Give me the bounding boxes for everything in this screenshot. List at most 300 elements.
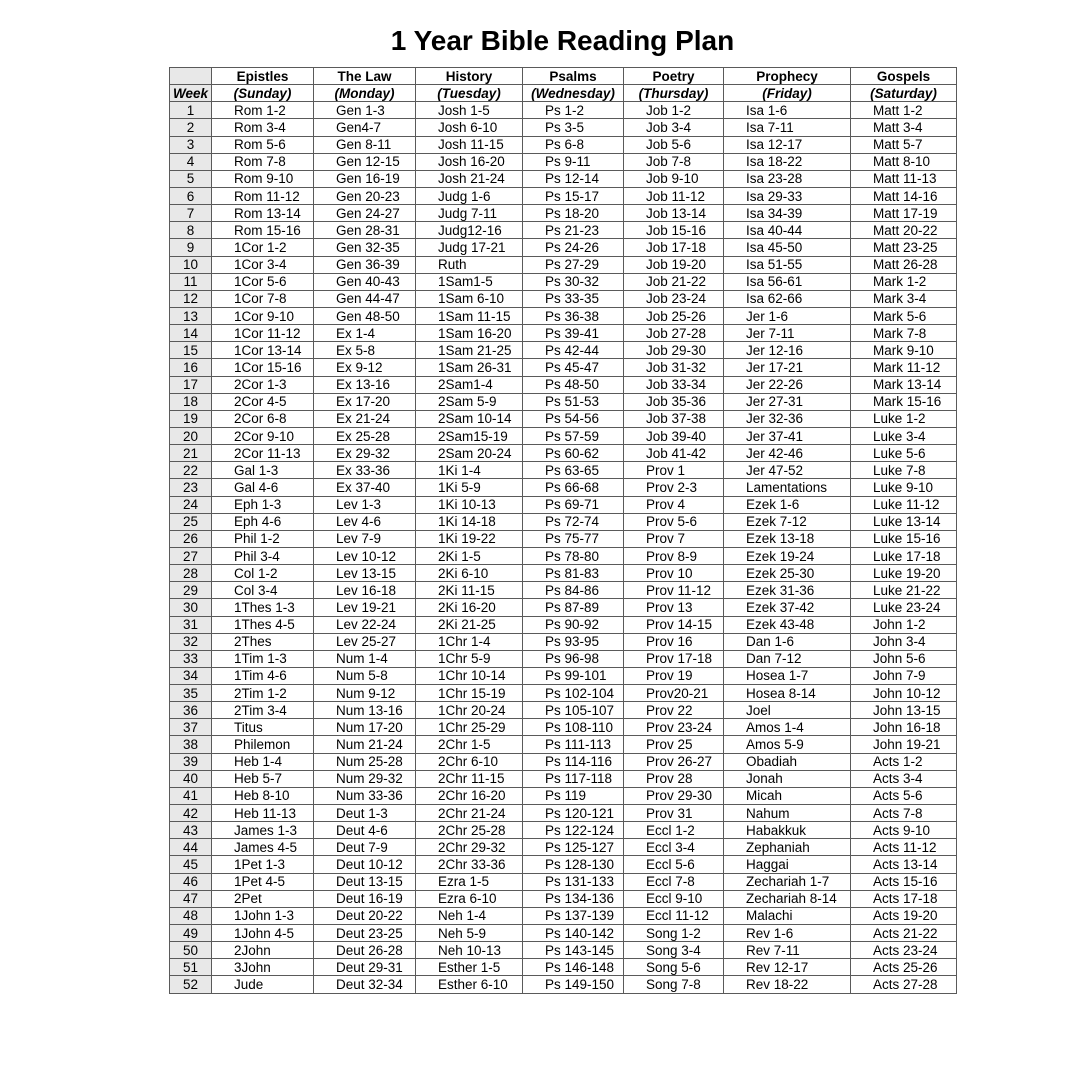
reading-cell: Ps 119 (523, 787, 624, 804)
week-number: 13 (170, 307, 212, 324)
reading-cell: Ex 1-4 (314, 325, 416, 342)
reading-cell: 2Tim 3-4 (212, 702, 314, 719)
week-number: 4 (170, 153, 212, 170)
table-row (170, 136, 957, 153)
week-header: Week (170, 85, 212, 102)
reading-cell: Job 31-32 (624, 359, 724, 376)
reading-cell: Luke 23-24 (851, 599, 957, 616)
reading-cell: Obadiah (724, 753, 851, 770)
reading-cell: Ps 96-98 (523, 650, 624, 667)
reading-cell: 1Pet 1-3 (212, 856, 314, 873)
reading-cell: Mark 5-6 (851, 307, 957, 324)
table-row (170, 925, 957, 942)
reading-cell: Acts 13-14 (851, 856, 957, 873)
table-row (170, 170, 957, 187)
day-header: (Sunday) (212, 85, 314, 102)
reading-cell: Ps 21-23 (523, 222, 624, 239)
reading-cell: Ex 5-8 (314, 342, 416, 359)
reading-cell: 1Ki 1-4 (416, 462, 523, 479)
page-title: 1 Year Bible Reading Plan (390, 25, 735, 56)
reading-cell: John 7-9 (851, 667, 957, 684)
table-row (170, 273, 957, 290)
reading-cell: Deut 13-15 (314, 873, 416, 890)
reading-cell: Gen 40-43 (314, 273, 416, 290)
reading-cell: Prov 7 (624, 530, 724, 547)
reading-cell: Ps 87-89 (523, 599, 624, 616)
reading-cell: 2Chr 21-24 (416, 805, 523, 822)
table-row (170, 959, 957, 976)
reading-cell: John 10-12 (851, 685, 957, 702)
reading-cell: 2Sam15-19 (416, 427, 523, 444)
day-header: (Wednesday) (523, 85, 624, 102)
reading-cell: Heb 8-10 (212, 787, 314, 804)
reading-cell: Ps 134-136 (523, 890, 624, 907)
reading-cell: Mark 13-14 (851, 376, 957, 393)
reading-cell: Ps 131-133 (523, 873, 624, 890)
reading-cell: Col 3-4 (212, 582, 314, 599)
reading-cell: Titus (212, 719, 314, 736)
reading-cell: Gen 1-3 (314, 102, 416, 119)
reading-cell: Jer 17-21 (724, 359, 851, 376)
reading-cell: Malachi (724, 907, 851, 924)
reading-cell: Job 39-40 (624, 427, 724, 444)
reading-cell: 2Sam1-4 (416, 376, 523, 393)
reading-cell: Luke 19-20 (851, 565, 957, 582)
reading-cell: 1Cor 3-4 (212, 256, 314, 273)
reading-cell: Jude (212, 976, 314, 993)
week-number: 41 (170, 787, 212, 804)
reading-cell: Num 5-8 (314, 667, 416, 684)
week-number: 28 (170, 565, 212, 582)
week-number: 48 (170, 907, 212, 924)
table-row (170, 599, 957, 616)
column-header: History (416, 68, 523, 85)
reading-cell: Num 13-16 (314, 702, 416, 719)
reading-cell: Jer 42-46 (724, 445, 851, 462)
reading-cell: Song 1-2 (624, 925, 724, 942)
reading-cell: Acts 7-8 (851, 805, 957, 822)
table-row (170, 342, 957, 359)
reading-cell: Ps 84-86 (523, 582, 624, 599)
reading-cell: Prov 17-18 (624, 650, 724, 667)
reading-cell: Acts 23-24 (851, 942, 957, 959)
reading-cell: Rom 9-10 (212, 170, 314, 187)
reading-cell: Rom 11-12 (212, 187, 314, 204)
reading-cell: Ps 146-148 (523, 959, 624, 976)
reading-cell: 1Sam 16-20 (416, 325, 523, 342)
reading-cell: Rev 1-6 (724, 925, 851, 942)
table-row (170, 719, 957, 736)
table-row (170, 702, 957, 719)
reading-cell: Ps 57-59 (523, 427, 624, 444)
reading-cell: 2Ki 11-15 (416, 582, 523, 599)
table-row (170, 873, 957, 890)
reading-cell: James 1-3 (212, 822, 314, 839)
reading-cell: 2Ki 21-25 (416, 616, 523, 633)
column-header: Gospels (851, 68, 957, 85)
reading-cell: Deut 10-12 (314, 856, 416, 873)
reading-cell: Ex 33-36 (314, 462, 416, 479)
header-corner (170, 68, 212, 85)
week-number: 2 (170, 119, 212, 136)
reading-cell: Acts 1-2 (851, 753, 957, 770)
reading-cell: Deut 20-22 (314, 907, 416, 924)
table-row (170, 427, 957, 444)
reading-cell: Job 3-4 (624, 119, 724, 136)
reading-cell: Prov 29-30 (624, 787, 724, 804)
week-number: 8 (170, 222, 212, 239)
reading-cell: Ps 9-11 (523, 153, 624, 170)
reading-cell: Prov 23-24 (624, 719, 724, 736)
week-number: 40 (170, 770, 212, 787)
reading-cell: Judg 7-11 (416, 205, 523, 222)
reading-cell: Ex 29-32 (314, 445, 416, 462)
reading-cell: Phil 3-4 (212, 547, 314, 564)
table-row (170, 907, 957, 924)
reading-cell: Gen 28-31 (314, 222, 416, 239)
reading-cell: Lev 1-3 (314, 496, 416, 513)
reading-cell: Isa 56-61 (724, 273, 851, 290)
reading-cell: Ps 137-139 (523, 907, 624, 924)
reading-cell: 1Ki 14-18 (416, 513, 523, 530)
table-row (170, 393, 957, 410)
reading-cell: Job 29-30 (624, 342, 724, 359)
reading-cell: Amos 1-4 (724, 719, 851, 736)
reading-cell: Ps 60-62 (523, 445, 624, 462)
week-number: 38 (170, 736, 212, 753)
reading-cell: Rom 13-14 (212, 205, 314, 222)
reading-cell: 1Ki 19-22 (416, 530, 523, 547)
reading-cell: Acts 17-18 (851, 890, 957, 907)
reading-cell: 2Cor 1-3 (212, 376, 314, 393)
reading-cell: Prov 22 (624, 702, 724, 719)
reading-plan-table (169, 67, 957, 994)
reading-cell: Dan 1-6 (724, 633, 851, 650)
week-number: 6 (170, 187, 212, 204)
reading-cell: 2John (212, 942, 314, 959)
reading-cell: 2Chr 29-32 (416, 839, 523, 856)
reading-cell: John 5-6 (851, 650, 957, 667)
reading-cell: Jer 47-52 (724, 462, 851, 479)
table-row (170, 325, 957, 342)
reading-cell: 2Chr 11-15 (416, 770, 523, 787)
table-row (170, 359, 957, 376)
header-row-categories (170, 68, 957, 85)
reading-cell: Haggai (724, 856, 851, 873)
reading-cell: Luke 3-4 (851, 427, 957, 444)
reading-cell: Eccl 5-6 (624, 856, 724, 873)
reading-cell: Song 7-8 (624, 976, 724, 993)
reading-cell: Isa 23-28 (724, 170, 851, 187)
reading-cell: Ex 37-40 (314, 479, 416, 496)
reading-cell: Ps 1-2 (523, 102, 624, 119)
reading-cell: Gal 4-6 (212, 479, 314, 496)
reading-cell: Gal 1-3 (212, 462, 314, 479)
reading-cell: Acts 15-16 (851, 873, 957, 890)
reading-cell: Job 21-22 (624, 273, 724, 290)
reading-cell: 2Chr 1-5 (416, 736, 523, 753)
reading-cell: Eccl 9-10 (624, 890, 724, 907)
table-row (170, 547, 957, 564)
reading-cell: Matt 20-22 (851, 222, 957, 239)
reading-cell: Matt 1-2 (851, 102, 957, 119)
reading-cell: Ezek 13-18 (724, 530, 851, 547)
reading-cell: Luke 5-6 (851, 445, 957, 462)
day-header: (Tuesday) (416, 85, 523, 102)
reading-cell: 2Ki 16-20 (416, 599, 523, 616)
reading-cell: 2Cor 9-10 (212, 427, 314, 444)
week-number: 46 (170, 873, 212, 890)
reading-cell: Job 7-8 (624, 153, 724, 170)
week-number: 42 (170, 805, 212, 822)
reading-cell: Job 15-16 (624, 222, 724, 239)
reading-cell: Ps 111-113 (523, 736, 624, 753)
reading-cell: Prov 1 (624, 462, 724, 479)
reading-cell: Josh 21-24 (416, 170, 523, 187)
reading-cell: Num 21-24 (314, 736, 416, 753)
week-number: 26 (170, 530, 212, 547)
week-number: 32 (170, 633, 212, 650)
reading-cell: Luke 9-10 (851, 479, 957, 496)
reading-cell: Ps 6-8 (523, 136, 624, 153)
reading-cell: 1Ki 5-9 (416, 479, 523, 496)
table-row (170, 290, 957, 307)
reading-cell: Ex 25-28 (314, 427, 416, 444)
reading-cell: Ps 54-56 (523, 410, 624, 427)
reading-cell: Ezek 37-42 (724, 599, 851, 616)
reading-cell: Num 17-20 (314, 719, 416, 736)
reading-cell: 2Ki 6-10 (416, 565, 523, 582)
week-number: 1 (170, 102, 212, 119)
reading-cell: 1Cor 7-8 (212, 290, 314, 307)
reading-cell: Josh 6-10 (416, 119, 523, 136)
reading-cell: Ps 27-29 (523, 256, 624, 273)
reading-cell: Job 17-18 (624, 239, 724, 256)
reading-cell: 1John 1-3 (212, 907, 314, 924)
reading-cell: Song 5-6 (624, 959, 724, 976)
reading-cell: Ps 75-77 (523, 530, 624, 547)
reading-cell: Num 9-12 (314, 685, 416, 702)
table-row (170, 890, 957, 907)
week-number: 17 (170, 376, 212, 393)
table-row (170, 736, 957, 753)
reading-cell: Heb 1-4 (212, 753, 314, 770)
week-number: 19 (170, 410, 212, 427)
reading-cell: 1Thes 1-3 (212, 599, 314, 616)
reading-cell: Rev 12-17 (724, 959, 851, 976)
reading-cell: Num 1-4 (314, 650, 416, 667)
column-header: Epistles (212, 68, 314, 85)
reading-cell: Num 25-28 (314, 753, 416, 770)
reading-cell: Luke 13-14 (851, 513, 957, 530)
reading-cell: Luke 11-12 (851, 496, 957, 513)
table-row (170, 410, 957, 427)
reading-cell: Acts 11-12 (851, 839, 957, 856)
reading-cell: John 3-4 (851, 633, 957, 650)
reading-cell: Josh 11-15 (416, 136, 523, 153)
reading-cell: Ezra 6-10 (416, 890, 523, 907)
week-number: 27 (170, 547, 212, 564)
reading-cell: Job 9-10 (624, 170, 724, 187)
week-number: 22 (170, 462, 212, 479)
reading-cell: Ex 17-20 (314, 393, 416, 410)
reading-cell: Ps 81-83 (523, 565, 624, 582)
reading-cell: James 4-5 (212, 839, 314, 856)
reading-cell: Jer 37-41 (724, 427, 851, 444)
reading-cell: 1Chr 5-9 (416, 650, 523, 667)
reading-cell: Heb 5-7 (212, 770, 314, 787)
week-number: 11 (170, 273, 212, 290)
reading-cell: Ps 51-53 (523, 393, 624, 410)
reading-cell: Job 41-42 (624, 445, 724, 462)
reading-cell: Isa 12-17 (724, 136, 851, 153)
week-number: 25 (170, 513, 212, 530)
reading-cell: Prov 16 (624, 633, 724, 650)
reading-cell: Num 29-32 (314, 770, 416, 787)
column-header: Psalms (523, 68, 624, 85)
reading-cell: Ps 69-71 (523, 496, 624, 513)
reading-cell: Mark 11-12 (851, 359, 957, 376)
table-row (170, 822, 957, 839)
reading-cell: Ps 102-104 (523, 685, 624, 702)
reading-cell: Job 23-24 (624, 290, 724, 307)
reading-cell: Gen4-7 (314, 119, 416, 136)
reading-cell: Ps 48-50 (523, 376, 624, 393)
reading-cell: Isa 45-50 (724, 239, 851, 256)
table-row (170, 805, 957, 822)
table-row (170, 239, 957, 256)
reading-cell: Ps 99-101 (523, 667, 624, 684)
reading-cell: Micah (724, 787, 851, 804)
reading-cell: Zechariah 8-14 (724, 890, 851, 907)
reading-cell: 3John (212, 959, 314, 976)
table-row (170, 222, 957, 239)
week-number: 15 (170, 342, 212, 359)
reading-cell: Zephaniah (724, 839, 851, 856)
reading-cell: 1Chr 10-14 (416, 667, 523, 684)
reading-cell: Prov 28 (624, 770, 724, 787)
reading-cell: Ezek 43-48 (724, 616, 851, 633)
reading-cell: Rom 15-16 (212, 222, 314, 239)
reading-cell: Ps 15-17 (523, 187, 624, 204)
reading-cell: Mark 15-16 (851, 393, 957, 410)
reading-cell: Jer 1-6 (724, 307, 851, 324)
reading-cell: Isa 62-66 (724, 290, 851, 307)
reading-cell: Zechariah 1-7 (724, 873, 851, 890)
week-number: 16 (170, 359, 212, 376)
week-number: 36 (170, 702, 212, 719)
reading-cell: Lev 7-9 (314, 530, 416, 547)
reading-cell: Luke 21-22 (851, 582, 957, 599)
reading-cell: Matt 5-7 (851, 136, 957, 153)
table-row (170, 376, 957, 393)
table-row (170, 650, 957, 667)
table-row (170, 976, 957, 993)
reading-cell: 1Cor 5-6 (212, 273, 314, 290)
reading-cell: 1Sam 26-31 (416, 359, 523, 376)
reading-cell: Gen 20-23 (314, 187, 416, 204)
reading-cell: 2Cor 6-8 (212, 410, 314, 427)
reading-cell: Ps 63-65 (523, 462, 624, 479)
week-number: 21 (170, 445, 212, 462)
week-number: 50 (170, 942, 212, 959)
reading-cell: Dan 7-12 (724, 650, 851, 667)
reading-cell: Judg12-16 (416, 222, 523, 239)
reading-cell: Ps 24-26 (523, 239, 624, 256)
column-header: Poetry (624, 68, 724, 85)
week-number: 9 (170, 239, 212, 256)
reading-cell: 2Chr 6-10 (416, 753, 523, 770)
reading-cell: Luke 17-18 (851, 547, 957, 564)
reading-cell: Isa 7-11 (724, 119, 851, 136)
reading-cell: 1Cor 15-16 (212, 359, 314, 376)
reading-cell: Jonah (724, 770, 851, 787)
reading-cell: Ps 143-145 (523, 942, 624, 959)
reading-cell: Matt 17-19 (851, 205, 957, 222)
reading-cell: Matt 14-16 (851, 187, 957, 204)
reading-cell: Deut 29-31 (314, 959, 416, 976)
reading-cell: Ps 72-74 (523, 513, 624, 530)
reading-cell: Josh 16-20 (416, 153, 523, 170)
reading-cell: Prov 31 (624, 805, 724, 822)
table-row (170, 770, 957, 787)
reading-cell: Ps 128-130 (523, 856, 624, 873)
column-header: Prophecy (724, 68, 851, 85)
reading-cell: Ps 140-142 (523, 925, 624, 942)
reading-cell: Deut 7-9 (314, 839, 416, 856)
reading-cell: Gen 36-39 (314, 256, 416, 273)
reading-cell: Luke 1-2 (851, 410, 957, 427)
reading-cell: Ezek 7-12 (724, 513, 851, 530)
reading-cell: Jer 7-11 (724, 325, 851, 342)
reading-cell: Philemon (212, 736, 314, 753)
reading-cell: Ex 13-16 (314, 376, 416, 393)
reading-cell: Neh 5-9 (416, 925, 523, 942)
week-number: 20 (170, 427, 212, 444)
reading-cell: Ex 21-24 (314, 410, 416, 427)
reading-cell: Num 33-36 (314, 787, 416, 804)
reading-cell: Habakkuk (724, 822, 851, 839)
reading-cell: Job 13-14 (624, 205, 724, 222)
reading-cell: 1Ki 10-13 (416, 496, 523, 513)
reading-cell: Ps 117-118 (523, 770, 624, 787)
reading-cell: Nahum (724, 805, 851, 822)
reading-cell: 1Sam 11-15 (416, 307, 523, 324)
reading-cell: Ps 125-127 (523, 839, 624, 856)
reading-cell: Ps 36-38 (523, 307, 624, 324)
week-number: 47 (170, 890, 212, 907)
reading-cell: Ps 45-47 (523, 359, 624, 376)
day-header: (Friday) (724, 85, 851, 102)
reading-cell: Ps 78-80 (523, 547, 624, 564)
week-number: 23 (170, 479, 212, 496)
week-number: 7 (170, 205, 212, 222)
week-number: 18 (170, 393, 212, 410)
reading-cell: Esther 1-5 (416, 959, 523, 976)
reading-cell: Acts 9-10 (851, 822, 957, 839)
table-row (170, 667, 957, 684)
reading-cell: Rom 3-4 (212, 119, 314, 136)
reading-cell: Heb 11-13 (212, 805, 314, 822)
reading-cell: Prov 13 (624, 599, 724, 616)
reading-cell: 1Cor 13-14 (212, 342, 314, 359)
week-number: 39 (170, 753, 212, 770)
reading-cell: Isa 18-22 (724, 153, 851, 170)
reading-cell: Rom 1-2 (212, 102, 314, 119)
week-number: 10 (170, 256, 212, 273)
reading-cell: Deut 26-28 (314, 942, 416, 959)
reading-cell: John 16-18 (851, 719, 957, 736)
